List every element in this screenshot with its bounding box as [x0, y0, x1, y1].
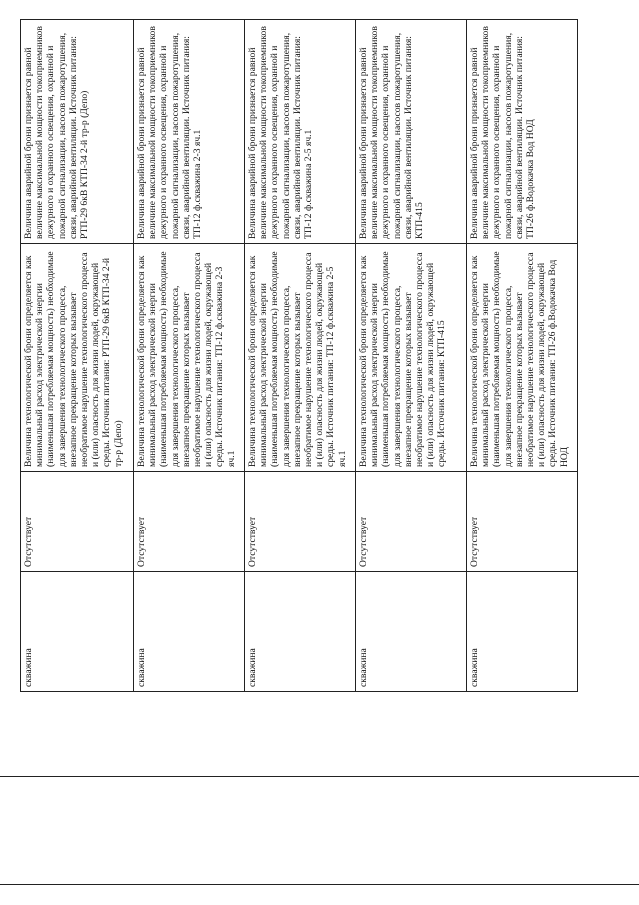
- emergency-reserve-cell: Величина аварийной брони признается равной величине максимальной мощности токоприемников дежурного и охранного освещения, охранной и пожарной сигнализации, насосов пожаротушения, связи, аварийной вентиляции. Источник питания: ТП-12 ф.скважина 2-5 яч.1: [245, 20, 356, 244]
- table-row: [245, 20, 356, 692]
- status-cell: Отсутствует: [467, 472, 578, 572]
- status-cell: Отсутствует: [134, 472, 245, 572]
- tech-reserve-cell: Величина технологической брони определяется как минимальный расход электрической энергии (наименьшая потребляемая мощность) необходимые для завершения технологического процесса, внезапное прекращение которых вызывает необратимое нарушение технологического процесса и (или) опасность для жизни людей, окружающей среды. Источник питания: ТП-12 ф.скважина 2-3 яч.1: [134, 244, 245, 472]
- status-cell: Отсутствует: [245, 472, 356, 572]
- table-row: [356, 20, 467, 692]
- emergency-reserve-cell: Величина аварийной брони признается равной величине максимальной мощности токоприемников дежурного и охранного освещения, охранной и пожарной сигнализации, насосов пожаротушения, связи, аварийной вентиляции. Источник питания: РТП-29 6кВ КТП-34 2-й тр-р (Депо): [21, 20, 134, 244]
- tech-reserve-cell: Величина технологической брони определяется как минимальный расход электрической энергии (наименьшая потребляемая мощность) необходимые для завершения технологического процесса, внезапное прекращение которых вызывает необратимое нарушение технологического процесса и (или) опасность для жизни людей, окружающей среды. Источник питания: ТП-12 ф.скважина 2-5 яч.1: [245, 244, 356, 472]
- tech-reserve-cell: Величина технологической брони определяется как минимальный расход электрической энергии (наименьшая потребляемая мощность) необходимые для завершения технологического процесса, внезапное прекращение которых вызывает необратимое нарушение технологического процесса и (или) опасность для жизни людей, окружающей среды. Источник питания: КТП-415: [356, 244, 467, 472]
- object-type-cell: скважина: [134, 572, 245, 692]
- status-cell: Отсутствует: [21, 472, 134, 572]
- object-type-cell: скважина: [21, 572, 134, 692]
- tech-reserve-cell: Величина технологической брони определяется как минимальный расход электрической энергии (наименьшая потребляемая мощность) необходимые для завершения технологического процесса, внезапное прекращение которых вызывает необратимое нарушение технологического процесса и (или) опасность для жизни людей, окружающей среды. Источник питания: РТП-29 6кВ КТП-34 2-й тр-р (Депо): [21, 244, 134, 472]
- object-type-cell: скважина: [467, 572, 578, 692]
- table-row: [467, 20, 578, 692]
- object-type-cell: скважина: [356, 572, 467, 692]
- bottom-rule-2: [0, 776, 639, 777]
- emergency-reserve-cell: Величина аварийной брони признается равной величине максимальной мощности токоприемников дежурного и охранного освещения, охранной и пожарной сигнализации, насосов пожаротушения, связи, аварийной вентиляции. Источник питания: КТП-415: [356, 20, 467, 244]
- table-row: [134, 20, 245, 692]
- object-type-cell: скважина: [245, 572, 356, 692]
- table-row: [21, 20, 134, 692]
- emergency-reserve-cell: Величина аварийной брони признается равной величине максимальной мощности токоприемников дежурного и охранного освещения, охранной и пожарной сигнализации, насосов пожаротушения, связи, аварийной вентиляции. Источник питания: ТП-26 ф.Водокачка Вод НОД: [467, 20, 578, 244]
- reservation-table: [20, 19, 578, 692]
- bottom-rule-1: [0, 884, 639, 885]
- status-cell: Отсутствует: [356, 472, 467, 572]
- emergency-reserve-cell: Величина аварийной брони признается равной величине максимальной мощности токоприемников дежурного и охранного освещения, охранной и пожарной сигнализации, насосов пожаротушения, связи, аварийной вентиляции. Источник питания: ТП-12 ф.скважина 2-3 яч.1: [134, 20, 245, 244]
- tech-reserve-cell: Величина технологической брони определяется как минимальный расход электрической энергии (наименьшая потребляемая мощность) необходимые для завершения технологического процесса, внезапное прекращение которых вызывает необратимое нарушение технологического процесса и (или) опасность для жизни людей, окружающей среды. Источник питания: ТП-26 ф.Водокачка Вод НОД: [467, 244, 578, 472]
